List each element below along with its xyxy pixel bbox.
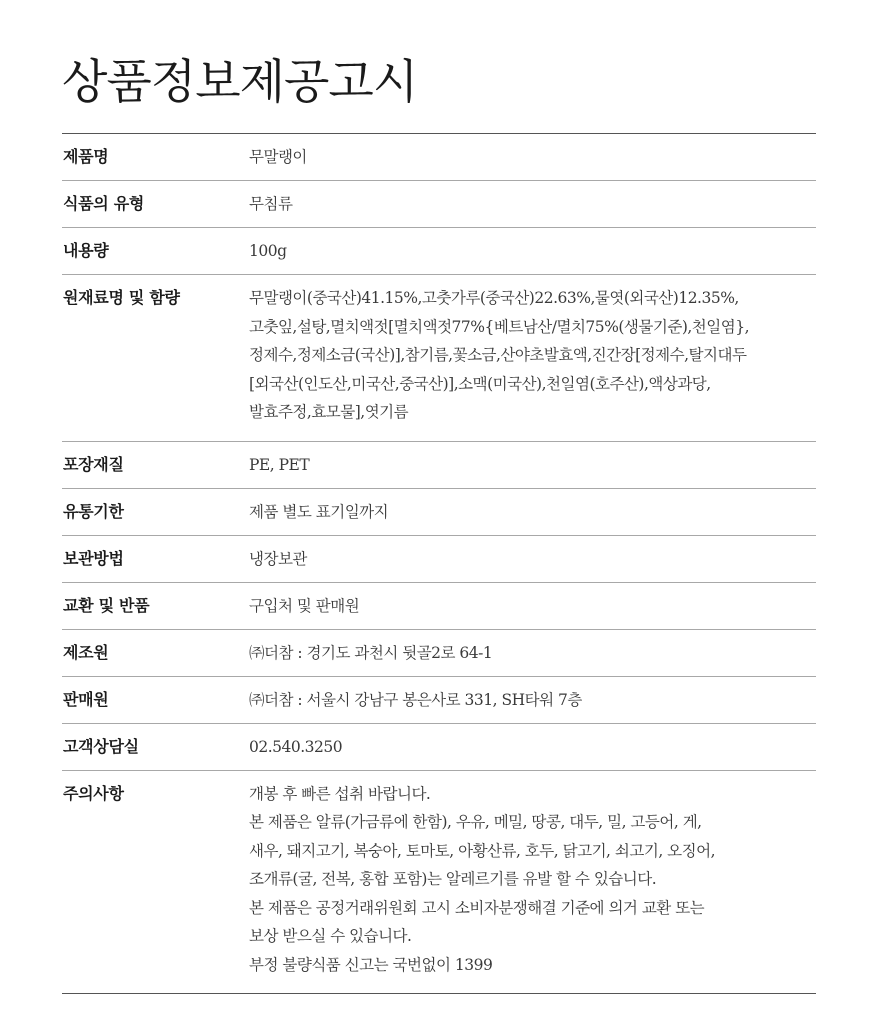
- value-line: 100g: [249, 242, 287, 260]
- row-label: 제품명: [63, 147, 109, 166]
- row-value: [249, 442, 816, 488]
- table-row-packaging: [62, 442, 816, 489]
- row-label: 포장재질: [63, 454, 124, 474]
- value-line: 제품 별도 표기일까지: [249, 502, 389, 521]
- row-value: [249, 489, 816, 535]
- table-row-product-name: [62, 134, 816, 181]
- page-title: 상품정보제공고시: [62, 55, 418, 110]
- row-value: [249, 181, 816, 227]
- info-table: [62, 133, 816, 994]
- row-label: 판매원: [63, 689, 109, 709]
- value-line: ㈜더참 : 서울시 강남구 봉은사로 331, SH타워 7층: [249, 690, 582, 709]
- table-row-seller: [62, 677, 816, 724]
- row-label: 내용량: [63, 241, 109, 260]
- table-row-exchange-return: [62, 583, 816, 630]
- value-line: 본 제품은 알류(가금류에 한함), 우유, 메밀, 땅콩, 대두, 밀, 고등어, 게,: [249, 813, 702, 831]
- table-row-customer-center: [62, 724, 816, 771]
- value-line: PE, PET: [249, 455, 310, 474]
- value-line: 정제수,정제소금(국산)],참기름,꽃소금,산야초발효액,진간장[정제수,탈지대두: [249, 346, 747, 364]
- product-info-notice: [62, 0, 816, 994]
- value-line: 02.540.3250: [249, 737, 343, 756]
- row-value: [249, 583, 816, 629]
- row-label: 주의사항: [63, 783, 124, 803]
- table-row-cautions: [62, 771, 816, 994]
- row-value: [249, 536, 816, 582]
- table-row-expiration: [62, 489, 816, 536]
- table-row-ingredients: [62, 275, 816, 442]
- row-label: 고객상담실: [63, 736, 139, 756]
- row-label: 교환 및 반품: [63, 595, 150, 615]
- row-value: [249, 228, 816, 274]
- row-value: [249, 630, 816, 676]
- value-line: 구입처 및 판매원: [249, 596, 360, 615]
- row-value: [249, 724, 816, 770]
- table-row-net-content: [62, 228, 816, 275]
- row-label: 제조원: [63, 642, 109, 662]
- row-value: [249, 771, 816, 994]
- row-value: [249, 677, 816, 723]
- value-line: 보상 받으실 수 있습니다.: [249, 927, 412, 945]
- row-value: [249, 275, 816, 441]
- value-line: 고춧잎,설탕,멸치액젓[멸치액젓77%{베트남산/멸치75%(생물기준),천일염},: [249, 317, 749, 336]
- value-line: ㈜더참 : 경기도 과천시 뒷골2로 64-1: [249, 643, 493, 662]
- table-row-storage: [62, 536, 816, 583]
- value-line: 조개류(굴, 전복, 홍합 포함)는 알레르기를 유발 할 수 있습니다.: [249, 870, 657, 888]
- row-label: 보관방법: [63, 548, 124, 568]
- table-row-manufacturer: [62, 630, 816, 677]
- value-line: [외국산(인도산,미국산,중국산)],소맥(미국산),천일염(호주산),액상과당,: [249, 374, 711, 393]
- value-line: 발효주정,효모물],엿기름: [249, 403, 409, 421]
- row-label: 식품의 유형: [63, 194, 145, 213]
- row-label: 원재료명 및 함량: [63, 288, 180, 307]
- value-line: 본 제품은 공정거래위원회 고시 소비자분쟁해결 기준에 의거 교환 또는: [249, 898, 705, 917]
- value-line: 무말랭이: [249, 148, 307, 166]
- table-row-food-type: [62, 181, 816, 228]
- value-line: 무말랭이(중국산)41.15%,고춧가루(중국산)22.63%,물엿(외국산)12.35%,: [249, 289, 739, 307]
- value-line: 부정 불량식품 신고는 국번없이 1399: [249, 955, 493, 974]
- value-line: 개봉 후 빠른 섭취 바랍니다.: [249, 784, 431, 803]
- row-label: 유통기한: [63, 501, 124, 521]
- row-value: [249, 134, 816, 180]
- value-line: 무침류: [249, 195, 293, 213]
- value-line: 새우, 돼지고기, 복숭아, 토마토, 아황산류, 호두, 닭고기, 쇠고기, 오징어,: [249, 841, 716, 860]
- value-line: 냉장보관: [249, 549, 307, 568]
